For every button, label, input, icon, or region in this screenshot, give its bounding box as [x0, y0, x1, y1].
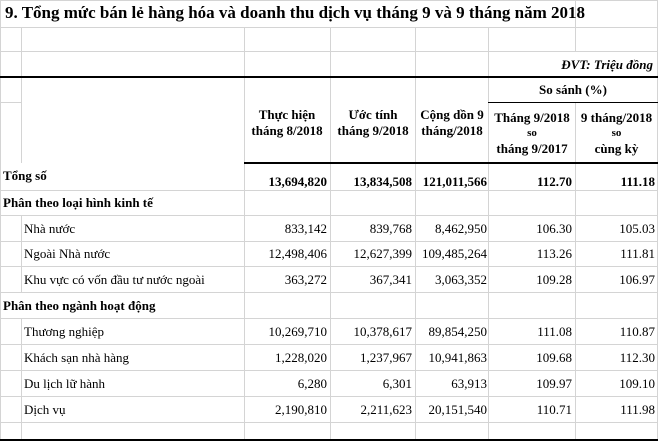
header-ss-thang-line2: so — [527, 127, 537, 139]
table-top-border — [0, 76, 658, 78]
cell-thuc-hien: 1,228,020 — [275, 350, 327, 365]
cell-ss-thang: 110.71 — [536, 402, 572, 417]
gridline — [0, 318, 658, 319]
gridline — [0, 51, 658, 52]
unit-label: ĐVT: Triệu đồng — [561, 57, 653, 72]
cell-ss-9thang: 112.30 — [619, 350, 655, 365]
cell-ss-9thang: 111.98 — [620, 402, 655, 417]
cell-ss-9thang: 110.87 — [619, 324, 655, 339]
gridline — [0, 27, 658, 28]
cell-ss-thang: 106.30 — [536, 221, 572, 236]
page-title: 9. Tổng mức bán lẻ hàng hóa và doanh thu dịch vụ tháng 9 và 9 tháng năm 2018 — [5, 3, 586, 22]
row-label-tong-so: Tổng số — [3, 168, 47, 183]
cell-thuc-hien: 6,280 — [297, 376, 327, 391]
gridline — [21, 215, 22, 292]
cell-cong-don: 89,854,250 — [428, 324, 487, 339]
gridline — [0, 292, 658, 293]
header-uoc-tinh: Ước tính tháng 9/2018 — [337, 107, 409, 138]
cell-uoc-tinh: 2,211,623 — [360, 402, 412, 417]
row-label: Khu vực có vốn đầu tư nước ngoài — [24, 272, 205, 287]
cell-ss-thang: 109.97 — [536, 376, 572, 391]
cell-cong-don: 109,485,264 — [422, 246, 487, 261]
gridline — [0, 422, 658, 423]
gridline — [0, 370, 658, 371]
row-label: Ngoài Nhà nước — [24, 246, 111, 261]
cell-ss-thang: 109.68 — [536, 350, 572, 365]
cell-ss-9thang: 106.97 — [619, 272, 655, 287]
cell-ss-thang: 111.08 — [537, 324, 572, 339]
cell-ss-9thang: 109.10 — [619, 376, 655, 391]
cell-cong-don: 121,011,566 — [422, 174, 487, 189]
cell-cong-don: 8,462,950 — [435, 221, 487, 236]
cell-ss-9thang: 111.18 — [620, 174, 655, 189]
gridline — [0, 344, 658, 345]
cell-ss-thang: 112.70 — [536, 174, 572, 189]
header-cong-don: Cộng dồn 9 tháng/2018 — [420, 107, 484, 138]
cell-cong-don: 20,151,540 — [428, 402, 487, 417]
cell-thuc-hien: 10,269,710 — [268, 324, 327, 339]
cell-uoc-tinh: 6,301 — [382, 376, 412, 391]
gridline — [0, 102, 21, 103]
cell-uoc-tinh: 12,627,399 — [353, 246, 412, 261]
cell-cong-don: 3,063,352 — [435, 272, 487, 287]
cell-thuc-hien: 2,190,810 — [275, 402, 327, 417]
gridline — [0, 241, 658, 242]
section-header-nganh: Phân theo ngành hoạt động — [3, 298, 156, 313]
cell-ss-9thang: 105.03 — [619, 221, 655, 236]
cell-cong-don: 63,913 — [451, 376, 487, 391]
cell-uoc-tinh: 839,768 — [369, 221, 412, 236]
cell-thuc-hien: 833,142 — [284, 221, 327, 236]
row-label: Nhà nước — [24, 221, 76, 236]
gridline — [0, 215, 658, 216]
row-label: Khách sạn nhà hàng — [24, 350, 130, 365]
cell-thuc-hien: 12,498,406 — [268, 246, 327, 261]
header-ss-thang-line1: Tháng 9/2018 — [494, 110, 570, 125]
gridline — [21, 27, 22, 163]
cell-ss-thang: 113.26 — [536, 246, 572, 261]
header-ss-thang — [489, 110, 575, 157]
cell-uoc-tinh: 10,378,617 — [353, 324, 412, 339]
section-header-loai-hinh: Phân theo loại hình kinh tế — [3, 195, 153, 210]
row-label: Thương nghiệp — [24, 324, 104, 339]
header-ss-9thang-line3: cùng kỳ — [594, 141, 639, 156]
gridline — [0, 0, 658, 1]
header-ss-9thang-line1: 9 tháng/2018 — [580, 110, 653, 125]
cell-thuc-hien: 13,694,820 — [268, 174, 327, 189]
header-so-sanh: So sánh (%) — [539, 82, 607, 97]
gridline — [0, 190, 658, 191]
header-thuc-hien: Thực hiện tháng 8/2018 — [251, 107, 323, 138]
cell-uoc-tinh: 1,237,967 — [360, 350, 412, 365]
header-bottom-border — [244, 162, 658, 164]
header-ss-9thang — [576, 110, 657, 157]
cell-cong-don: 10,941,863 — [428, 350, 487, 365]
cell-uoc-tinh: 367,341 — [369, 272, 412, 287]
cell-ss-9thang: 111.81 — [620, 246, 655, 261]
so-sanh-divider — [488, 102, 658, 103]
cell-ss-thang: 109.28 — [536, 272, 572, 287]
row-label: Dịch vụ — [24, 402, 66, 417]
gridline — [0, 396, 658, 397]
header-ss-thang-line3: tháng 9/2017 — [496, 141, 568, 156]
gridline — [0, 0, 1, 441]
gridline — [0, 266, 658, 267]
cell-thuc-hien: 363,272 — [284, 272, 327, 287]
header-ss-9thang-line2: so — [611, 127, 622, 139]
row-label: Du lịch lữ hành — [24, 376, 106, 391]
cell-uoc-tinh: 13,834,508 — [353, 174, 412, 189]
